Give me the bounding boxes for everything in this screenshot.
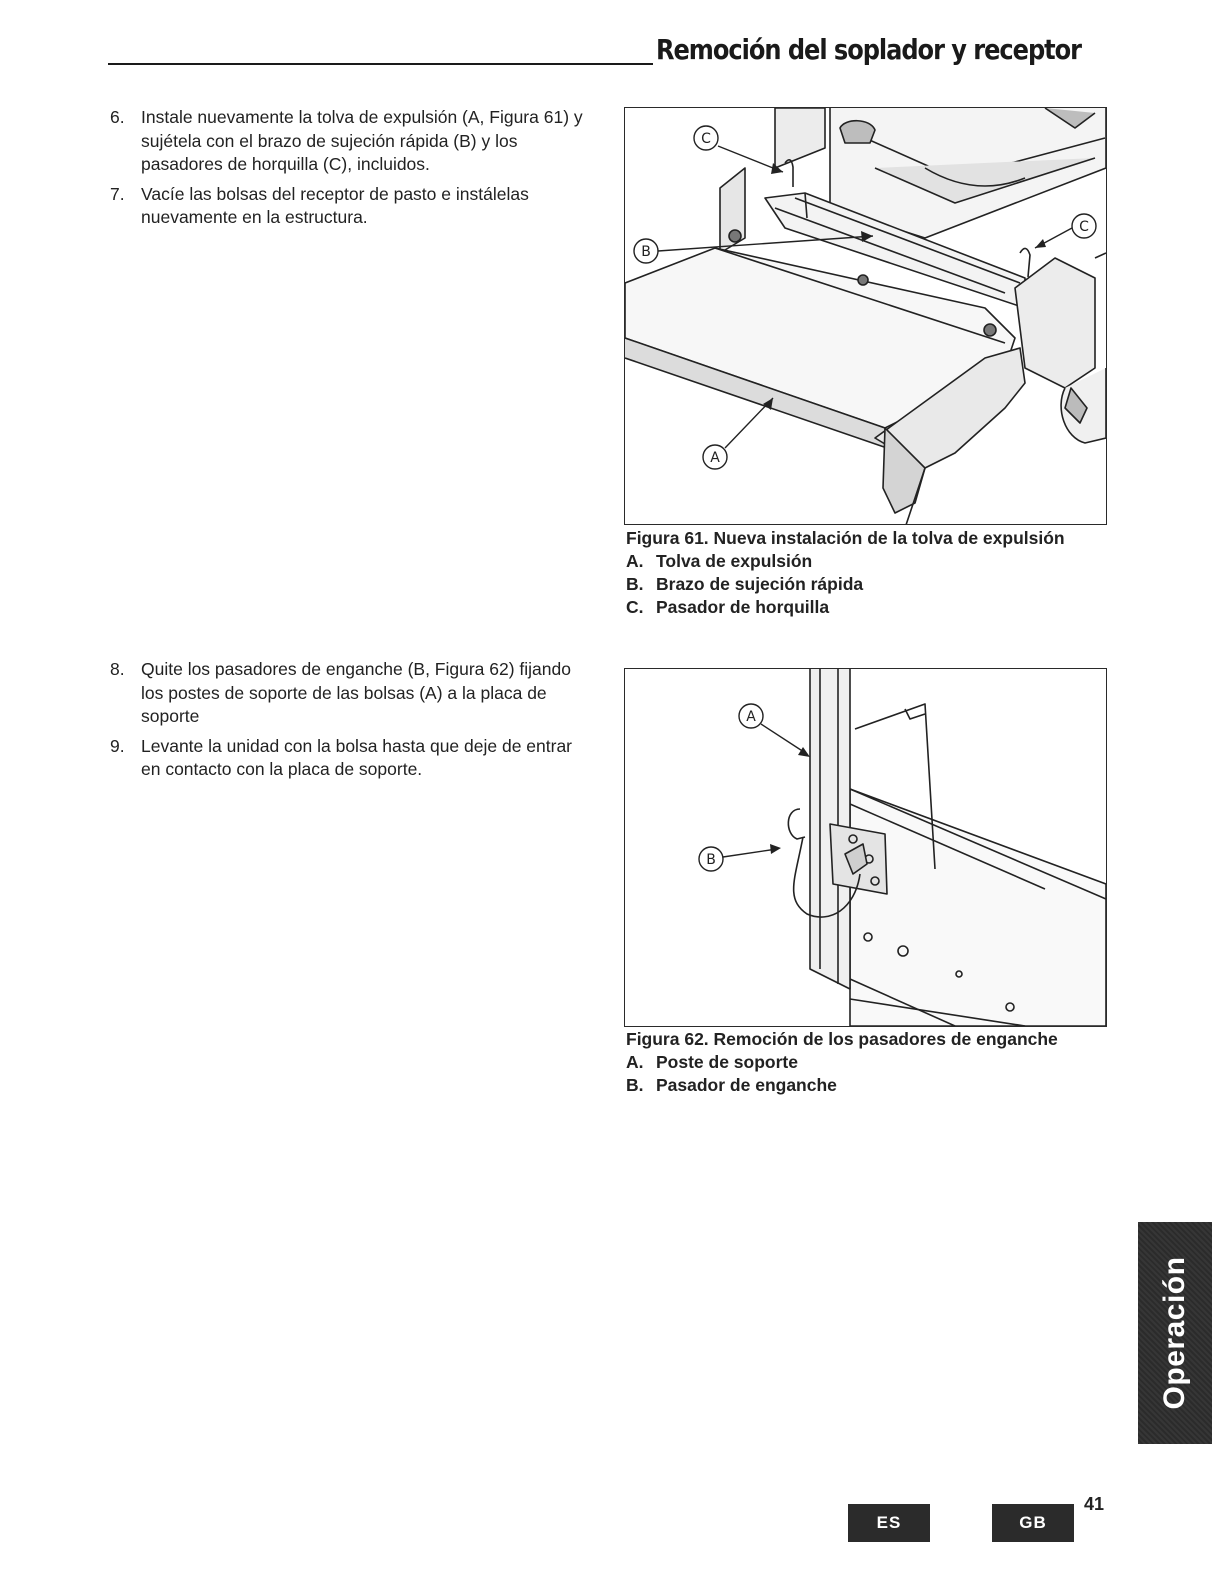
step-text: Quite los pasadores de enganche (B, Figura 62) fijando los postes de soporte de las bolsas (A) a la placa de soporte [141, 659, 571, 726]
list-item [110, 183, 590, 230]
callout-label: C [701, 131, 711, 147]
step-text: Instale nuevamente la tolva de expulsión (A, Figura 61) y sujétela con el brazo de sujeción rápida (B) y los pasadores de horquilla (C), incluidos. [141, 107, 583, 174]
callout-label: A [710, 450, 720, 466]
figure-61-caption [626, 527, 1096, 619]
steps-list-first [110, 106, 590, 236]
support-post-drawing [625, 669, 1106, 1026]
callout-label: B [706, 852, 716, 868]
section-tab [1138, 1222, 1212, 1444]
list-item [110, 735, 590, 782]
header-rule [108, 63, 653, 65]
step-number: 7. [110, 183, 125, 204]
step-number: 6. [110, 107, 125, 127]
caption-title: Figura 61. Nueva instalación de la tolva de expulsión [626, 528, 1065, 548]
legend-label: Tolva de expulsión [656, 551, 813, 571]
legend-key: C. [626, 597, 644, 617]
discharge-chute-drawing [625, 108, 1106, 524]
step-text: Vacíe las bolsas del receptor de pasto e instálelas nuevamente en la estructura. [141, 183, 529, 227]
legend-item [626, 596, 1096, 619]
list-item [110, 106, 590, 177]
step-number: 9. [110, 735, 125, 756]
language-badge-gb: GB [992, 1504, 1074, 1542]
legend-key: B. [626, 1075, 644, 1095]
step-text: Levante la unidad con la bolsa hasta que deje de entrar en contacto con la placa de soporte. [141, 735, 573, 779]
callout-label: B [641, 244, 651, 260]
legend-item [626, 1074, 1096, 1097]
caption-title: Figura 62. Remoción de los pasadores de enganche [626, 1029, 1058, 1049]
legend-label: Brazo de sujeción rápida [656, 574, 864, 594]
figure-62-illustration [624, 668, 1107, 1027]
callout-label: A [746, 709, 756, 725]
step-number: 8. [110, 659, 125, 679]
page-title: Remoción del soplador y receptor [656, 33, 1082, 66]
figure-62-caption [626, 1028, 1096, 1097]
figure-61-illustration [624, 107, 1107, 525]
callout-label: C [1079, 219, 1089, 235]
legend-item [626, 1051, 1096, 1074]
legend-item [626, 573, 1096, 596]
legend-key: A. [626, 1052, 644, 1072]
legend-key: A. [626, 551, 644, 571]
language-badge-es: ES [848, 1504, 930, 1542]
legend-label: Poste de soporte [656, 1052, 798, 1072]
legend-item [626, 550, 1096, 573]
page-number: 41 [1084, 1494, 1105, 1514]
legend-label: Pasador de enganche [656, 1075, 837, 1095]
legend-label: Pasador de horquilla [656, 597, 830, 617]
steps-list-second [110, 658, 590, 788]
section-tab-label: Operación [1158, 1256, 1191, 1410]
list-item [110, 658, 590, 729]
legend-key: B. [626, 574, 644, 594]
